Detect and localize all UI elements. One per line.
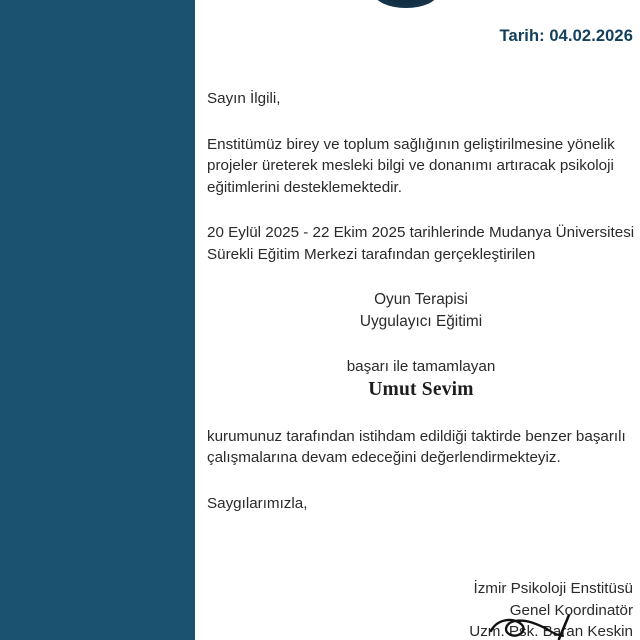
signature-role: Genel Koordinatör xyxy=(509,601,633,619)
signature-block xyxy=(303,578,633,640)
course-block xyxy=(207,289,635,332)
salutation: Sayın İlgili, xyxy=(207,90,281,107)
closing-salutation: Saygılarımızla, xyxy=(207,494,308,512)
spacer xyxy=(207,332,635,356)
left-accent-band xyxy=(0,0,195,640)
participant-name: Umut Sevim xyxy=(368,378,474,400)
spacer xyxy=(207,469,635,493)
signature-organization: İzmir Psikoloji Enstitüsü xyxy=(473,580,633,597)
paragraph-closing-statement: kurumunuz tarafından istihdam edildiği taktirde benzer başarılı çalışmalarına devam edeceğini değerlendirmekteyiz. xyxy=(207,427,626,466)
spacer xyxy=(207,198,635,222)
letter-body xyxy=(207,88,635,514)
paragraph-intro: Enstitümüz birey ve toplum sağlığının geliştirilmesine yönelik projeler üreterek mesleki bilgi ve donanımı artıracak psikoloji eğitimlerini desteklemektedir. xyxy=(207,135,615,196)
completion-phrase: başarı ile tamamlayan xyxy=(346,358,496,375)
spacer xyxy=(207,402,635,426)
signature-signer-name: Uzm. Psk. Baran Keskin xyxy=(469,623,633,640)
course-title-line-1: Oyun Terapisi xyxy=(374,291,468,308)
completion-block xyxy=(207,356,635,402)
date-line: Tarih: 04.02.2026 xyxy=(499,27,633,45)
paragraph-dates: 20 Eylül 2025 - 22 Ekim 2025 tarihlerinde Mudanya Üniversitesi Sürekli Eğitim Merkezi tarafından gerçekleştirilen xyxy=(207,224,635,263)
course-title-line-2: Uygulayıcı Eğitimi xyxy=(359,312,483,330)
spacer xyxy=(207,110,635,134)
signature-name-row xyxy=(469,621,633,640)
institute-logo-icon xyxy=(374,0,438,8)
spacer xyxy=(207,265,635,289)
